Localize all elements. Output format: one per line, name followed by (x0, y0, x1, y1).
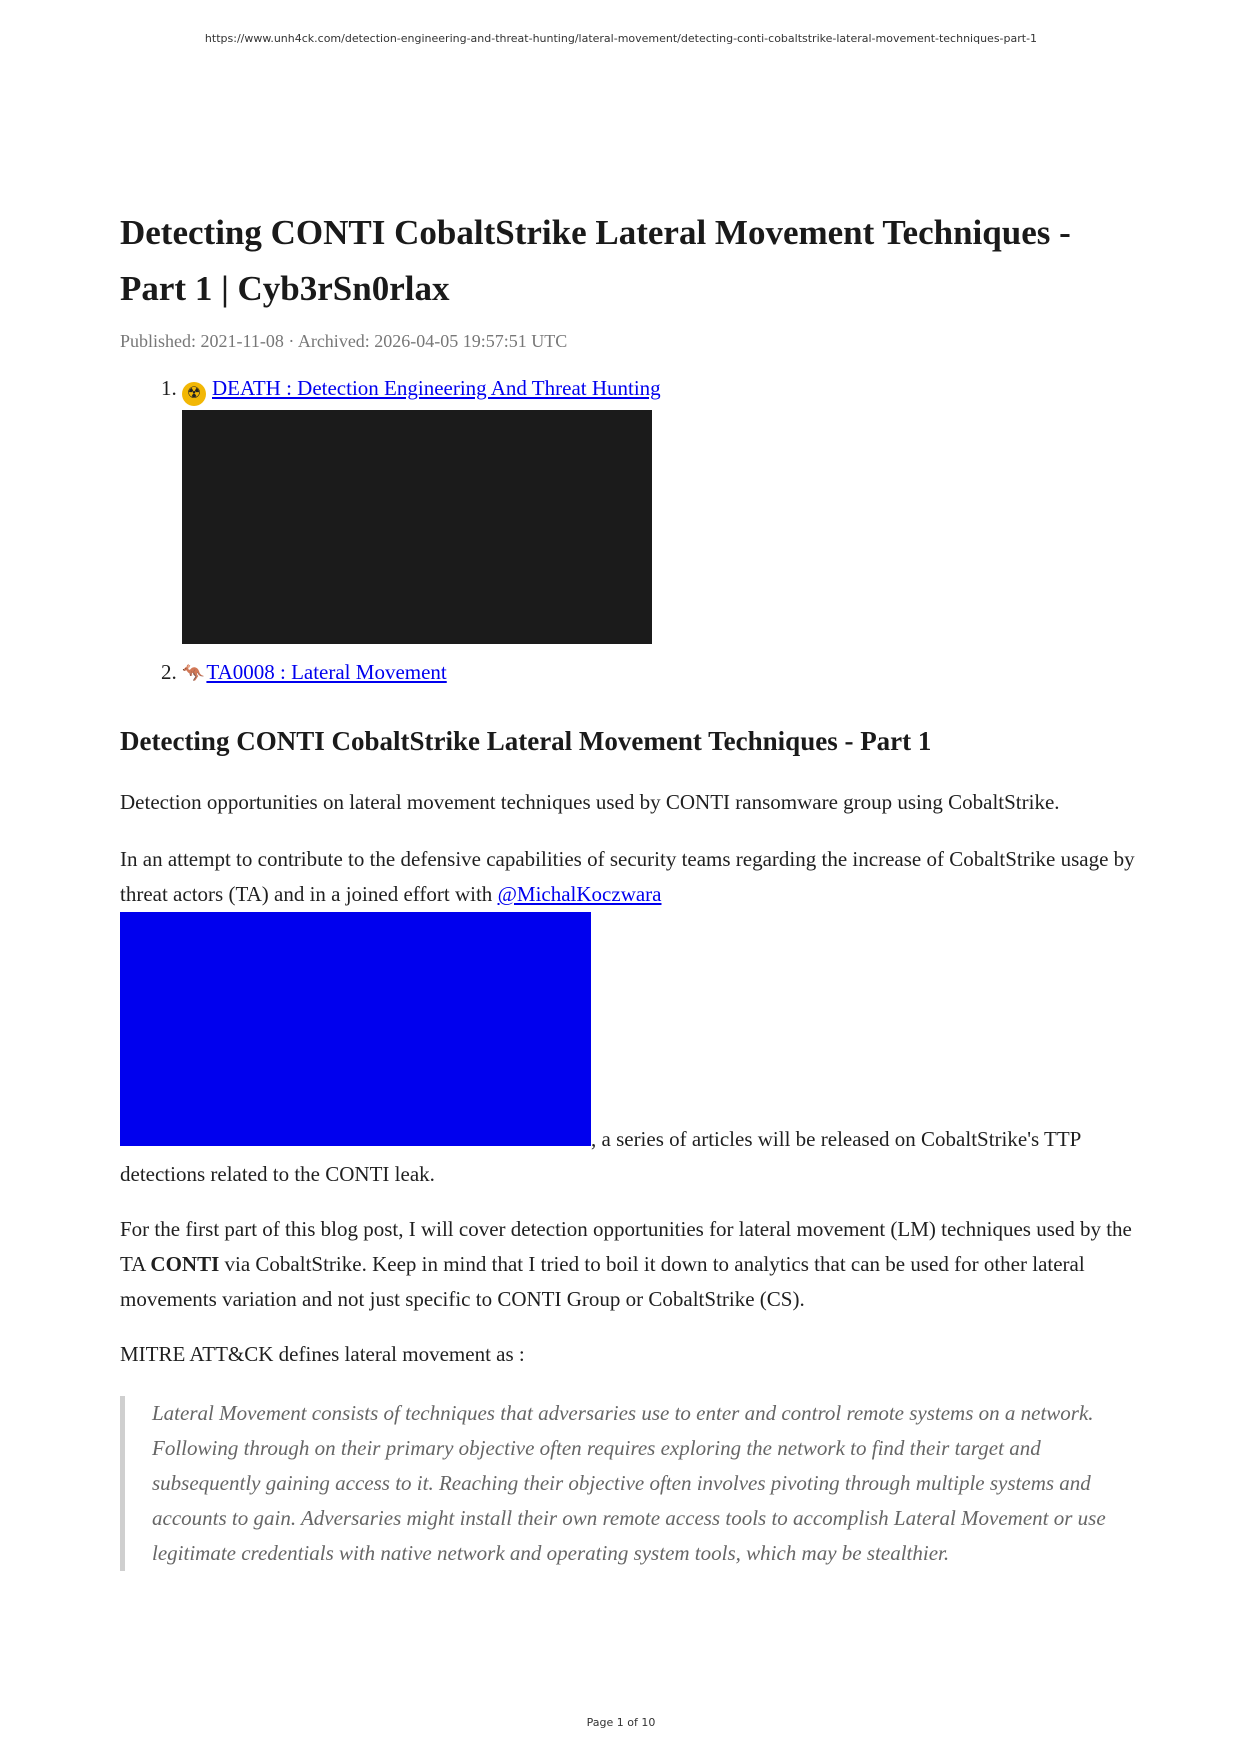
scope-paragraph (120, 1212, 1140, 1317)
mitre-paragraph: MITRE ATT&CK defines lateral movement as : (120, 1342, 525, 1366)
breadcrumb-link-lateral[interactable] (182, 660, 447, 684)
collab-paragraph (120, 842, 1140, 1192)
page-url-header: https://www.unh4ck.com/detection-engineering-and-threat-hunting/lateral-movement/detecting-conti-cobaltstrike-lateral-movement-techniques-part-1 (204, 32, 1038, 45)
mitre-quote: Lateral Movement consists of techniques that adversaries use to enter and control remote systems on a network. Following through on their primary objective often requires exploring the network to find their target and subsequently gaining access to it. Reaching their objective often involves pivoting through multiple systems and accounts to gain. Adversaries might install their own remote access tools to accomplish Lateral Movement or use legitimate credentials with native network and operating system tools, which may be stealthier. (120, 1396, 1140, 1571)
article-meta: Published: 2021-11-08 · Archived: 2026-04-05 19:57:51 UTC (120, 331, 568, 351)
blue-image-placeholder (120, 912, 591, 1146)
article-title: Detecting CONTI CobaltStrike Lateral Movement Techniques - Part 1 | Cyb3rSn0rlax (120, 213, 1071, 308)
dark-image-placeholder (182, 410, 652, 644)
breadcrumb-link-death[interactable] (182, 376, 661, 400)
conti-bold: CONTI (150, 1252, 220, 1276)
intro-paragraph: Detection opportunities on lateral movement techniques used by CONTI ransomware group using CobaltStrike. (120, 790, 1060, 814)
breadcrumb-item-lateral (182, 658, 1140, 687)
page-number-footer: Page 1 of 10 (586, 1716, 656, 1729)
scope-text-after: via CobaltStrike. Keep in mind that I tried to boil it down to analytics that can be used for other lateral movements variation and not just specific to CONTI Group or CobaltStrike (CS). (120, 1252, 1085, 1311)
breadcrumb-label: DEATH : Detection Engineering And Threat Hunting (212, 376, 661, 400)
kangaroo-icon: 🦘 (182, 663, 205, 683)
breadcrumb-list (120, 374, 1140, 687)
michal-koczwara-link[interactable]: @MichalKoczwara (497, 882, 662, 906)
scope-text-before: For the first part of this blog post, I will cover detection opportunities for lateral movement (LM) techniques used by the TA (120, 1217, 1132, 1276)
collab-text-after: , a series of articles will be released on CobaltStrike's TTP detections related to the CONTI leak. (120, 1127, 1081, 1186)
collab-text-before: In an attempt to contribute to the defensive capabilities of security teams regarding the increase of CobaltStrike usage by threat actors (TA) and in a joined effort with (120, 847, 1135, 906)
section-heading: Detecting CONTI CobaltStrike Lateral Movement Techniques - Part 1 (120, 726, 932, 756)
breadcrumb-label: TA0008 : Lateral Movement (206, 660, 447, 684)
breadcrumb-item-death (182, 374, 1140, 644)
radioactive-icon: ☢ (182, 382, 206, 406)
article (120, 205, 1140, 1571)
